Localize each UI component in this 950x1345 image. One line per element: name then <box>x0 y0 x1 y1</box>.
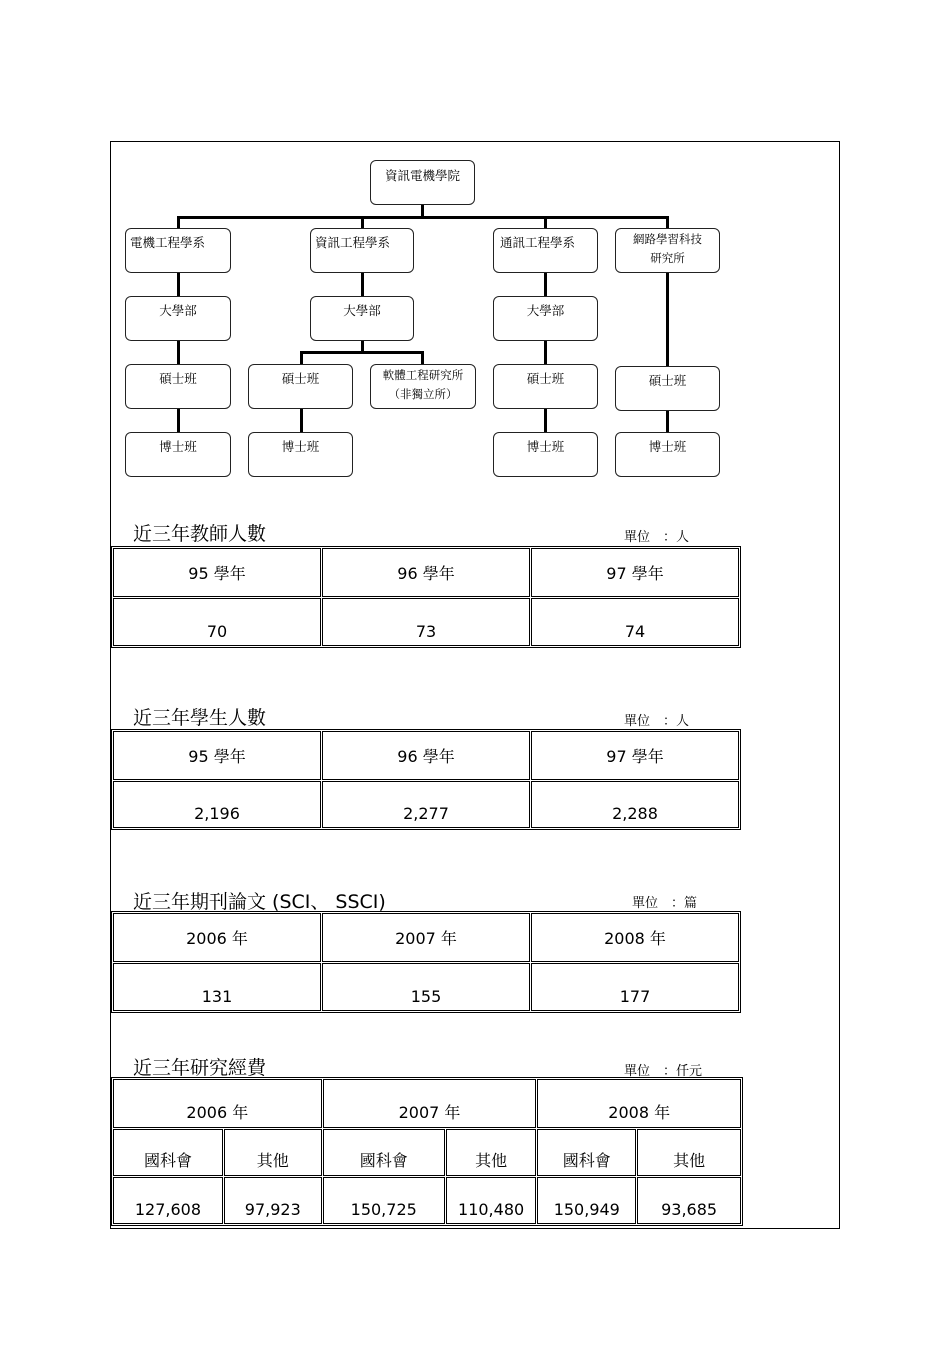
org-node-label: 碩士班 <box>526 371 565 386</box>
connector <box>177 340 180 364</box>
funding-value-cell: 97,923 <box>224 1177 322 1224</box>
section-unit-funding: 單位 ：仟元 <box>624 1064 703 1079</box>
table-value-cell: 2,288 <box>531 781 739 828</box>
org-node-master <box>615 366 720 411</box>
org-node-label: 博士班 <box>648 439 687 454</box>
connector <box>544 272 547 296</box>
org-node-label: 博士班 <box>526 439 565 454</box>
org-node-label-line2: （非獨立所） <box>388 387 458 401</box>
funding-year-header: 2006 年 <box>113 1079 322 1128</box>
connector <box>361 272 364 296</box>
org-node-label: 博士班 <box>281 439 320 454</box>
org-dept-label: 電機工程學系 <box>130 235 206 250</box>
table-header-cell: 95 學年 <box>113 731 321 780</box>
section-title-teachers: 近三年教師人數 <box>133 523 267 545</box>
org-node-phd <box>493 432 598 477</box>
funding-subheader: 國科會 <box>323 1129 445 1176</box>
org-dept-ee <box>125 228 231 273</box>
org-node-phd <box>125 432 231 477</box>
table-value-cell: 73 <box>322 598 530 646</box>
section-unit-teachers: 單位 ：人 <box>624 530 690 545</box>
org-node-phd <box>248 432 353 477</box>
funding-subheader: 國科會 <box>113 1129 223 1176</box>
table-value-cell: 2,277 <box>322 781 530 828</box>
org-dept-label-line2: 研究所 <box>650 251 685 265</box>
connector <box>300 408 303 432</box>
connector <box>361 216 364 228</box>
org-node-label: 碩士班 <box>281 371 320 386</box>
org-node-label: 博士班 <box>159 439 197 454</box>
section-unit-students: 單位 ：人 <box>624 714 690 729</box>
org-node-master <box>493 364 598 409</box>
table-value-cell: 155 <box>322 963 530 1011</box>
funding-year-header: 2008 年 <box>537 1079 741 1128</box>
connector <box>666 410 669 432</box>
org-node-phd <box>615 432 720 477</box>
students-table <box>111 729 741 830</box>
funding-table <box>111 1077 743 1226</box>
funding-subheader: 其他 <box>224 1129 322 1176</box>
org-root-node <box>370 160 475 205</box>
table-header-cell: 2007 年 <box>322 913 530 962</box>
section-title-papers: 近三年期刊論文 (SCI、 SSCI) <box>133 891 386 913</box>
funding-year-header: 2007 年 <box>323 1079 537 1128</box>
section-title-students: 近三年學生人數 <box>133 707 267 729</box>
table-header-cell: 97 學年 <box>531 548 739 597</box>
funding-value-cell: 110,480 <box>446 1177 537 1224</box>
org-root-label: 資訊電機學院 <box>384 168 460 183</box>
table-header-cell: 2008 年 <box>531 913 739 962</box>
table-value-cell: 2,196 <box>113 781 321 828</box>
teachers-table <box>111 546 741 648</box>
table-header-cell: 97 學年 <box>531 731 739 780</box>
connector <box>177 272 180 296</box>
org-node-label: 大學部 <box>526 303 565 318</box>
table-value-cell: 70 <box>113 598 321 646</box>
table-value-cell: 74 <box>531 598 739 646</box>
funding-subheader: 其他 <box>637 1129 741 1176</box>
connector <box>544 216 547 228</box>
org-node-label-line1: 軟體工程研究所 <box>382 368 464 382</box>
funding-subheader: 其他 <box>446 1129 537 1176</box>
table-value-cell: 131 <box>113 963 321 1011</box>
funding-value-cell: 93,685 <box>637 1177 741 1224</box>
org-dept-label: 資訊工程學系 <box>315 235 391 250</box>
connector <box>666 272 669 367</box>
org-node-label: 碩士班 <box>648 373 687 388</box>
funding-subheader: 國科會 <box>537 1129 636 1176</box>
table-value-cell: 177 <box>531 963 739 1011</box>
org-node-label: 大學部 <box>159 303 197 318</box>
org-dept-label-line1: 網路學習科技 <box>633 232 702 246</box>
org-dept-comm <box>493 228 598 273</box>
org-node-label: 大學部 <box>343 303 381 318</box>
org-node-master <box>248 364 353 409</box>
org-chart <box>0 0 950 500</box>
connector <box>177 216 668 219</box>
connector <box>300 351 303 364</box>
org-node-undergrad <box>310 296 414 341</box>
funding-value-cell: 150,949 <box>537 1177 636 1224</box>
table-header-cell: 95 學年 <box>113 548 321 597</box>
section-unit-papers: 單位 ：篇 <box>632 896 698 911</box>
org-node-software-eng <box>370 364 476 409</box>
section-title-funding: 近三年研究經費 <box>133 1057 267 1079</box>
org-node-label: 碩士班 <box>159 371 197 386</box>
connector <box>177 216 180 228</box>
connector <box>666 216 669 228</box>
connector <box>300 351 423 354</box>
connector <box>544 340 547 364</box>
connector <box>421 351 424 364</box>
papers-table <box>111 911 741 1013</box>
table-header-cell: 2006 年 <box>113 913 321 962</box>
table-header-cell: 96 學年 <box>322 548 530 597</box>
org-node-undergrad <box>493 296 598 341</box>
funding-value-cell: 127,608 <box>113 1177 223 1224</box>
table-header-cell: 96 學年 <box>322 731 530 780</box>
org-dept-label: 通訊工程學系 <box>500 235 576 250</box>
org-node-master <box>125 364 231 409</box>
org-node-undergrad <box>125 296 231 341</box>
funding-value-cell: 150,725 <box>323 1177 445 1224</box>
connector <box>177 408 180 432</box>
org-dept-cs <box>310 228 414 273</box>
org-dept-nl <box>615 228 720 273</box>
connector <box>544 408 547 432</box>
